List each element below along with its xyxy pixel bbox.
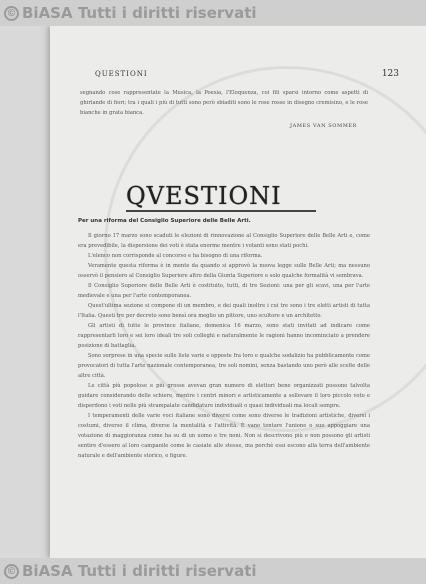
paragraph: Sono sorprese in una specie sulle liste varie e opposte fra loro e qualche sodalizio ha pubblicamente come provocatori di tutta l'arte nazionale contemporanea, tre soli nomini, senza bastando uno però alle scelte delle altre città. [78, 353, 370, 379]
paragraph: Quest'ultima sezione si compone di un membro, e dei quali inoltre i cui tre sono i tre eletti artisti di tutta l'Italia. Questi tre per decreto sono bensì ora meglio un pittore, uno scultore e un architetto. [78, 303, 370, 319]
copyright-icon: © [4, 564, 19, 579]
paragraph: Gli artisti di tutte le province italiane, domenica 16 marzo, sono stati invitati ad indicare come rappresentarli loro e sei loro ideali tre soli colleghi e naturalmente le ragioni hanno incominciato a prendere posizione di battaglia. [78, 323, 370, 349]
running-head [95, 69, 399, 79]
watermark-bar-top [0, 0, 426, 26]
paragraph: Veramente questa riforma è in mente da quando si approvò la nuova legge sulle Belle Arti; ma nessuno osservò il pensiero al Consiglio Superiore altro della Giunta Superiore e solo qualche formalità vi sembrava. [78, 263, 370, 279]
paragraph: L'elenco non corrisponde al concorso e ha bisogno di una riforma. [88, 253, 263, 259]
paragraph: I temperamenti delle varie voci italiane sono diversi come sono diverse le tradizioni artistiche, diversi i costumi, diverso il clima, diverse la mentalità e l'attività. È vano tentare l'unione o suo appoggiare una votazione di maggioranza come ha su di un uomo e tre noni. Non si descrivono più e non possono gli artisti sentire d'essere al loro campanile come le casiate alle stesse, ma perchè essi escono alla terra dell'ambiente naturale e dell'ambiente storico, e figure. [78, 413, 370, 459]
section-title: QVESTIONI [126, 182, 282, 210]
paragraph: Le città più popolose e più grosse avevan gran numero di elettori bene organizzati possono talvolta guidare considerando delle schiere, mentre i centri minori e artisticamente a sollevare il loro piccolo voto e disperdono i voti nelle più strampalate candidature individuali o quasi individuali ma locali sempre. [78, 383, 370, 409]
paragraph: Il giorno 17 marzo sono scaduti le elezioni di rinnovazione al Consiglio Superiore delle Belle Arti e, come era prevedibile, la dispersione dei voti è stata enorme mentre i votanti sono stati pochi. [78, 233, 370, 249]
watermark-text-top: BiASA Tutti i diritti riservati [22, 4, 257, 22]
watermark-bar-bottom [0, 558, 426, 584]
watermark-text-bottom: BiASA Tutti i diritti riservati [22, 562, 257, 580]
title-rule [126, 210, 316, 212]
article-body [78, 231, 370, 529]
paragraph: Il Consiglio Superiore delle Belle Arti è costituito, tutti, di tre Sezioni: una per gli scavi, una per l'arte medievale e una per l'arte contemporanea. [78, 283, 370, 299]
page-number: 123 [381, 69, 399, 79]
copyright-icon: © [4, 6, 19, 21]
document-page [50, 26, 426, 558]
article-subhead: Per una riforma del Consiglio Superiore delle Belle Arti. [78, 218, 251, 224]
running-head-title: QUESTIONI [95, 70, 148, 78]
top-paragraph: segnando cose rappresentate la Musica, la Poesia, l'Eloquenza, coi fili sparsi intorno come aspetti di ghirlande di fiori; tra i quali i più di tutti sono però sbiaditi sono le rose rosse in disegno cremisino, e le rose bianche in grata bianca. [80, 90, 368, 116]
signature: JAMES VAN SOMMER [290, 123, 358, 129]
